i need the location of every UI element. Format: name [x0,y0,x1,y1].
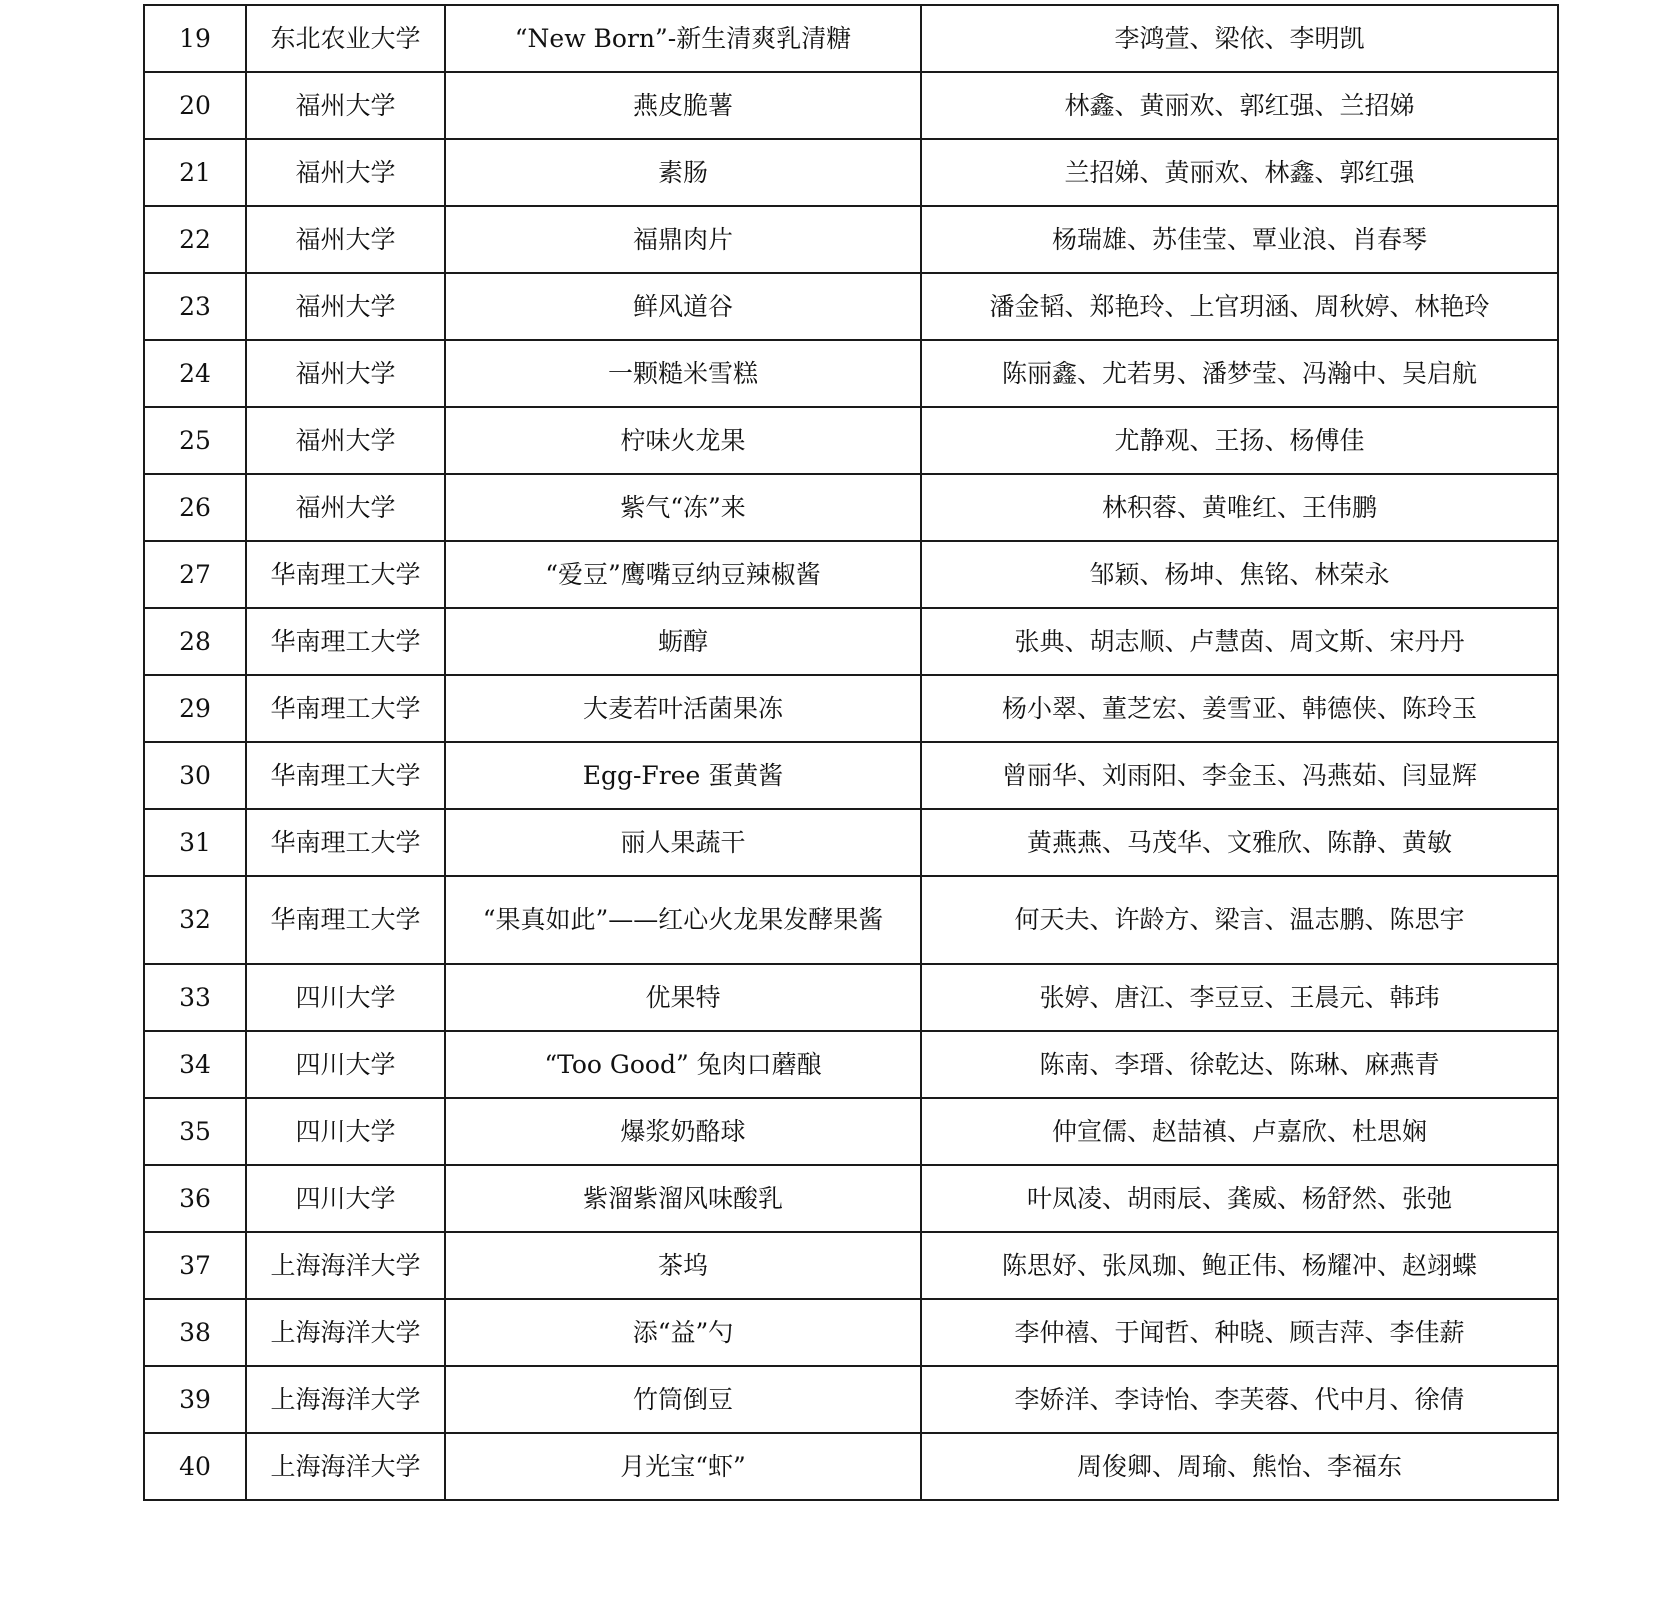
work-title-cell: “New Born”-新生清爽乳清糖 [445,5,921,72]
table-row [144,809,1558,876]
school-cell: 四川大学 [246,1098,445,1165]
team-members-cell: 曾丽华、刘雨阳、李金玉、冯燕茹、闫显辉 [921,742,1558,809]
team-members-cell: 尤静观、王扬、杨傅佳 [921,407,1558,474]
work-title-cell: “Too Good” 兔肉口蘑酿 [445,1031,921,1098]
school-cell: 华南理工大学 [246,608,445,675]
row-number-cell: 36 [144,1165,246,1232]
row-number-cell: 31 [144,809,246,876]
table-row [144,1433,1558,1500]
table-row [144,1098,1558,1165]
work-title-cell: 月光宝“虾” [445,1433,921,1500]
table-body [144,5,1558,1500]
school-cell: 上海海洋大学 [246,1366,445,1433]
table-row [144,1165,1558,1232]
team-members-cell: 周俊卿、周瑜、熊怡、李福东 [921,1433,1558,1500]
work-title-cell: 竹筒倒豆 [445,1366,921,1433]
team-members-cell: 陈丽鑫、尤若男、潘梦莹、冯瀚中、吴启航 [921,340,1558,407]
table-row [144,876,1558,964]
school-cell: 华南理工大学 [246,675,445,742]
school-cell: 上海海洋大学 [246,1232,445,1299]
row-number-cell: 28 [144,608,246,675]
team-members-cell: 李鸿萱、梁依、李明凯 [921,5,1558,72]
table-row [144,5,1558,72]
team-members-cell: 叶凤凌、胡雨辰、龚威、杨舒然、张弛 [921,1165,1558,1232]
team-members-cell: 张婷、唐江、李豆豆、王晨元、韩玮 [921,964,1558,1031]
work-title-cell: 爆浆奶酪球 [445,1098,921,1165]
row-number-cell: 29 [144,675,246,742]
school-cell: 四川大学 [246,1031,445,1098]
school-cell: 福州大学 [246,273,445,340]
school-cell: 上海海洋大学 [246,1299,445,1366]
school-cell: 福州大学 [246,139,445,206]
row-number-cell: 39 [144,1366,246,1433]
table-row [144,1299,1558,1366]
work-title-cell: 燕皮脆薯 [445,72,921,139]
row-number-cell: 22 [144,206,246,273]
row-number-cell: 27 [144,541,246,608]
work-title-cell: “爱豆”鹰嘴豆纳豆辣椒酱 [445,541,921,608]
school-cell: 四川大学 [246,964,445,1031]
team-members-cell: 兰招娣、黄丽欢、林鑫、郭红强 [921,139,1558,206]
team-members-cell: 李仲禧、于闻哲、种晓、顾吉萍、李佳薪 [921,1299,1558,1366]
table-row [144,1366,1558,1433]
table-row [144,964,1558,1031]
row-number-cell: 21 [144,139,246,206]
school-cell: 福州大学 [246,340,445,407]
work-title-cell: 茶坞 [445,1232,921,1299]
table-row [144,139,1558,206]
school-cell: 华南理工大学 [246,876,445,964]
team-members-cell: 杨瑞雄、苏佳莹、覃业浪、肖春琴 [921,206,1558,273]
team-members-cell: 陈思妤、张凤珈、鲍正伟、杨耀冲、赵翊蝶 [921,1232,1558,1299]
table-row [144,1232,1558,1299]
row-number-cell: 25 [144,407,246,474]
team-members-cell: 陈南、李瑨、徐乾达、陈琳、麻燕青 [921,1031,1558,1098]
table-row [144,407,1558,474]
work-title-cell: 鲜风道谷 [445,273,921,340]
table-row [144,608,1558,675]
row-number-cell: 32 [144,876,246,964]
table-row [144,675,1558,742]
team-members-cell: 林积蓉、黄唯红、王伟鹏 [921,474,1558,541]
team-members-cell: 黄燕燕、马茂华、文雅欣、陈静、黄敏 [921,809,1558,876]
work-title-cell: 柠味火龙果 [445,407,921,474]
school-cell: 福州大学 [246,474,445,541]
work-title-cell: 紫溜紫溜风味酸乳 [445,1165,921,1232]
row-number-cell: 20 [144,72,246,139]
row-number-cell: 30 [144,742,246,809]
team-members-cell: 仲宣儒、赵喆禛、卢嘉欣、杜思娴 [921,1098,1558,1165]
work-title-cell: 蛎醇 [445,608,921,675]
table-row [144,72,1558,139]
row-number-cell: 34 [144,1031,246,1098]
work-title-cell: 丽人果蔬干 [445,809,921,876]
school-cell: 华南理工大学 [246,541,445,608]
row-number-cell: 33 [144,964,246,1031]
work-title-cell: 福鼎肉片 [445,206,921,273]
table-row [144,474,1558,541]
school-cell: 福州大学 [246,72,445,139]
table-row [144,541,1558,608]
work-title-cell: 优果特 [445,964,921,1031]
school-cell: 福州大学 [246,407,445,474]
team-members-cell: 杨小翠、董芝宏、姜雪亚、韩德侠、陈玲玉 [921,675,1558,742]
team-members-cell: 邹颖、杨坤、焦铭、林荣永 [921,541,1558,608]
work-title-cell: 一颗糙米雪糕 [445,340,921,407]
school-cell: 华南理工大学 [246,809,445,876]
table-row [144,206,1558,273]
row-number-cell: 40 [144,1433,246,1500]
work-title-cell: 素肠 [445,139,921,206]
award-list-table [143,4,1559,1501]
row-number-cell: 37 [144,1232,246,1299]
row-number-cell: 24 [144,340,246,407]
team-members-cell: 何天夫、许龄方、梁言、温志鹏、陈思宇 [921,876,1558,964]
team-members-cell: 潘金韬、郑艳玲、上官玥涵、周秋婷、林艳玲 [921,273,1558,340]
work-title-cell: “果真如此”——红心火龙果发酵果酱 [445,876,921,964]
team-members-cell: 李娇洋、李诗怡、李芙蓉、代中月、徐倩 [921,1366,1558,1433]
school-cell: 东北农业大学 [246,5,445,72]
school-cell: 上海海洋大学 [246,1433,445,1500]
team-members-cell: 林鑫、黄丽欢、郭红强、兰招娣 [921,72,1558,139]
school-cell: 四川大学 [246,1165,445,1232]
row-number-cell: 26 [144,474,246,541]
table-row [144,1031,1558,1098]
work-title-cell: 紫气“冻”来 [445,474,921,541]
row-number-cell: 23 [144,273,246,340]
work-title-cell: 添“益”勺 [445,1299,921,1366]
school-cell: 福州大学 [246,206,445,273]
work-title-cell: Egg-Free 蛋黄酱 [445,742,921,809]
team-members-cell: 张典、胡志顺、卢慧茵、周文斯、宋丹丹 [921,608,1558,675]
table-row [144,340,1558,407]
table-row [144,742,1558,809]
work-title-cell: 大麦若叶活菌果冻 [445,675,921,742]
table-row [144,273,1558,340]
row-number-cell: 35 [144,1098,246,1165]
row-number-cell: 19 [144,5,246,72]
school-cell: 华南理工大学 [246,742,445,809]
row-number-cell: 38 [144,1299,246,1366]
